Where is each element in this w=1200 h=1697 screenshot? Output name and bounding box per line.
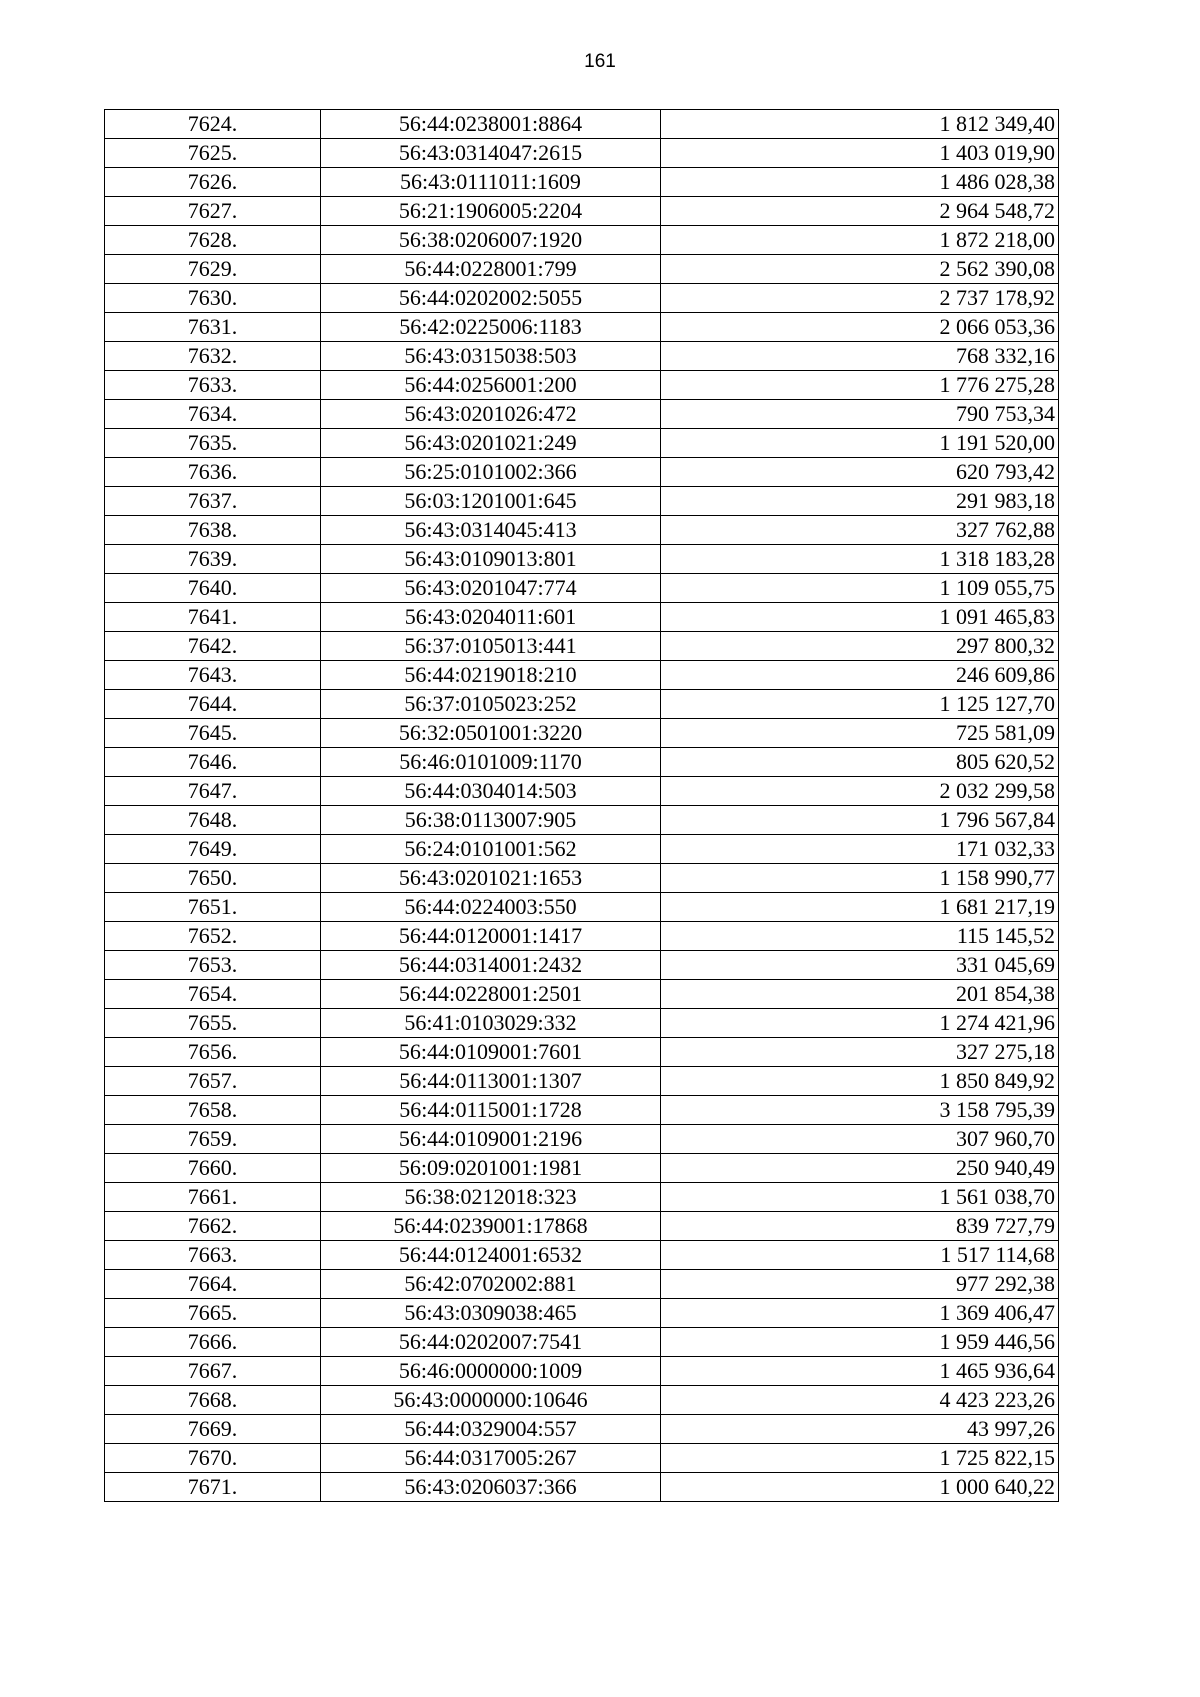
page-number: 161 bbox=[584, 51, 616, 72]
cadastral-number-cell: 56:25:0101002:366 bbox=[321, 458, 661, 487]
cadastral-number-cell: 56:46:0000000:1009 bbox=[321, 1357, 661, 1386]
table-row bbox=[105, 284, 1059, 313]
value-cell: 327 275,18 bbox=[661, 1038, 1059, 1067]
row-number-cell: 7638. bbox=[105, 516, 321, 545]
table-row bbox=[105, 139, 1059, 168]
row-number-cell: 7654. bbox=[105, 980, 321, 1009]
value-cell: 805 620,52 bbox=[661, 748, 1059, 777]
table-row bbox=[105, 371, 1059, 400]
row-number-cell: 7636. bbox=[105, 458, 321, 487]
row-number-cell: 7625. bbox=[105, 139, 321, 168]
table-row bbox=[105, 429, 1059, 458]
cadastral-number-cell: 56:43:0314045:413 bbox=[321, 516, 661, 545]
cadastral-number-cell: 56:38:0212018:323 bbox=[321, 1183, 661, 1212]
table-row bbox=[105, 806, 1059, 835]
table-row bbox=[105, 748, 1059, 777]
cadastral-number-cell: 56:43:0109013:801 bbox=[321, 545, 661, 574]
table-row bbox=[105, 1125, 1059, 1154]
table-row bbox=[105, 574, 1059, 603]
row-number-cell: 7633. bbox=[105, 371, 321, 400]
value-cell: 1 776 275,28 bbox=[661, 371, 1059, 400]
row-number-cell: 7646. bbox=[105, 748, 321, 777]
row-number-cell: 7649. bbox=[105, 835, 321, 864]
value-cell: 171 032,33 bbox=[661, 835, 1059, 864]
table-row bbox=[105, 226, 1059, 255]
row-number-cell: 7661. bbox=[105, 1183, 321, 1212]
cadastral-number-cell: 56:43:0315038:503 bbox=[321, 342, 661, 371]
value-cell: 1 465 936,64 bbox=[661, 1357, 1059, 1386]
table-row bbox=[105, 1009, 1059, 1038]
value-cell: 1 000 640,22 bbox=[661, 1473, 1059, 1502]
value-cell: 1 274 421,96 bbox=[661, 1009, 1059, 1038]
value-cell: 1 191 520,00 bbox=[661, 429, 1059, 458]
row-number-cell: 7634. bbox=[105, 400, 321, 429]
row-number-cell: 7670. bbox=[105, 1444, 321, 1473]
row-number-cell: 7660. bbox=[105, 1154, 321, 1183]
value-cell: 1 369 406,47 bbox=[661, 1299, 1059, 1328]
table-body bbox=[105, 110, 1059, 1502]
cadastral-number-cell: 56:42:0702002:881 bbox=[321, 1270, 661, 1299]
row-number-cell: 7657. bbox=[105, 1067, 321, 1096]
cadastral-number-cell: 56:37:0105023:252 bbox=[321, 690, 661, 719]
table-row bbox=[105, 545, 1059, 574]
table-row bbox=[105, 1328, 1059, 1357]
table-row bbox=[105, 661, 1059, 690]
row-number-cell: 7653. bbox=[105, 951, 321, 980]
row-number-cell: 7643. bbox=[105, 661, 321, 690]
row-number-cell: 7666. bbox=[105, 1328, 321, 1357]
value-cell: 4 423 223,26 bbox=[661, 1386, 1059, 1415]
table-row bbox=[105, 1386, 1059, 1415]
table-row bbox=[105, 400, 1059, 429]
row-number-cell: 7655. bbox=[105, 1009, 321, 1038]
cadastral-number-cell: 56:44:0228001:2501 bbox=[321, 980, 661, 1009]
row-number-cell: 7656. bbox=[105, 1038, 321, 1067]
cadastral-number-cell: 56:42:0225006:1183 bbox=[321, 313, 661, 342]
cadastral-number-cell: 56:44:0109001:2196 bbox=[321, 1125, 661, 1154]
value-cell: 1 486 028,38 bbox=[661, 168, 1059, 197]
cadastral-number-cell: 56:24:0101001:562 bbox=[321, 835, 661, 864]
cadastral-number-cell: 56:09:0201001:1981 bbox=[321, 1154, 661, 1183]
value-cell: 2 562 390,08 bbox=[661, 255, 1059, 284]
cadastral-number-cell: 56:32:0501001:3220 bbox=[321, 719, 661, 748]
row-number-cell: 7644. bbox=[105, 690, 321, 719]
row-number-cell: 7659. bbox=[105, 1125, 321, 1154]
value-cell: 790 753,34 bbox=[661, 400, 1059, 429]
value-cell: 43 997,26 bbox=[661, 1415, 1059, 1444]
table-row bbox=[105, 632, 1059, 661]
value-cell: 3 158 795,39 bbox=[661, 1096, 1059, 1125]
cadastral-number-cell: 56:43:0000000:10646 bbox=[321, 1386, 661, 1415]
row-number-cell: 7645. bbox=[105, 719, 321, 748]
cadastral-number-cell: 56:43:0204011:601 bbox=[321, 603, 661, 632]
cadastral-number-cell: 56:44:0256001:200 bbox=[321, 371, 661, 400]
cadastral-number-cell: 56:44:0202002:5055 bbox=[321, 284, 661, 313]
cadastral-number-cell: 56:37:0105013:441 bbox=[321, 632, 661, 661]
row-number-cell: 7651. bbox=[105, 893, 321, 922]
value-cell: 115 145,52 bbox=[661, 922, 1059, 951]
cadastral-number-cell: 56:38:0113007:905 bbox=[321, 806, 661, 835]
cadastral-number-cell: 56:43:0201047:774 bbox=[321, 574, 661, 603]
row-number-cell: 7630. bbox=[105, 284, 321, 313]
value-cell: 250 940,49 bbox=[661, 1154, 1059, 1183]
value-cell: 2 964 548,72 bbox=[661, 197, 1059, 226]
cadastral-number-cell: 56:44:0113001:1307 bbox=[321, 1067, 661, 1096]
row-number-cell: 7640. bbox=[105, 574, 321, 603]
value-cell: 725 581,09 bbox=[661, 719, 1059, 748]
cadastral-number-cell: 56:44:0314001:2432 bbox=[321, 951, 661, 980]
cadastral-number-cell: 56:44:0239001:17868 bbox=[321, 1212, 661, 1241]
cadastral-number-cell: 56:43:0201021:249 bbox=[321, 429, 661, 458]
cadastral-number-cell: 56:38:0206007:1920 bbox=[321, 226, 661, 255]
value-cell: 291 983,18 bbox=[661, 487, 1059, 516]
value-cell: 1 681 217,19 bbox=[661, 893, 1059, 922]
value-cell: 1 109 055,75 bbox=[661, 574, 1059, 603]
value-cell: 307 960,70 bbox=[661, 1125, 1059, 1154]
cadastral-number-cell: 56:43:0111011:1609 bbox=[321, 168, 661, 197]
value-cell: 977 292,38 bbox=[661, 1270, 1059, 1299]
value-cell: 2 066 053,36 bbox=[661, 313, 1059, 342]
row-number-cell: 7631. bbox=[105, 313, 321, 342]
row-number-cell: 7639. bbox=[105, 545, 321, 574]
cadastral-number-cell: 56:44:0124001:6532 bbox=[321, 1241, 661, 1270]
row-number-cell: 7667. bbox=[105, 1357, 321, 1386]
cadastral-number-cell: 56:44:0238001:8864 bbox=[321, 110, 661, 139]
table-row bbox=[105, 1473, 1059, 1502]
table-row bbox=[105, 1096, 1059, 1125]
row-number-cell: 7665. bbox=[105, 1299, 321, 1328]
cadastral-number-cell: 56:44:0202007:7541 bbox=[321, 1328, 661, 1357]
value-cell: 1 561 038,70 bbox=[661, 1183, 1059, 1212]
value-cell: 201 854,38 bbox=[661, 980, 1059, 1009]
row-number-cell: 7650. bbox=[105, 864, 321, 893]
cadastral-number-cell: 56:43:0201021:1653 bbox=[321, 864, 661, 893]
cadastral-value-table bbox=[104, 109, 1059, 1502]
value-cell: 839 727,79 bbox=[661, 1212, 1059, 1241]
value-cell: 1 796 567,84 bbox=[661, 806, 1059, 835]
value-cell: 1 091 465,83 bbox=[661, 603, 1059, 632]
row-number-cell: 7624. bbox=[105, 110, 321, 139]
cadastral-number-cell: 56:21:1906005:2204 bbox=[321, 197, 661, 226]
table-row bbox=[105, 835, 1059, 864]
cadastral-number-cell: 56:03:1201001:645 bbox=[321, 487, 661, 516]
value-cell: 1 125 127,70 bbox=[661, 690, 1059, 719]
table-row bbox=[105, 313, 1059, 342]
table-row bbox=[105, 1183, 1059, 1212]
row-number-cell: 7642. bbox=[105, 632, 321, 661]
table-row bbox=[105, 1067, 1059, 1096]
table-row bbox=[105, 1415, 1059, 1444]
table-row bbox=[105, 893, 1059, 922]
row-number-cell: 7663. bbox=[105, 1241, 321, 1270]
cadastral-number-cell: 56:44:0317005:267 bbox=[321, 1444, 661, 1473]
value-cell: 1 812 349,40 bbox=[661, 110, 1059, 139]
row-number-cell: 7671. bbox=[105, 1473, 321, 1502]
row-number-cell: 7658. bbox=[105, 1096, 321, 1125]
row-number-cell: 7627. bbox=[105, 197, 321, 226]
row-number-cell: 7637. bbox=[105, 487, 321, 516]
table-row bbox=[105, 980, 1059, 1009]
cadastral-number-cell: 56:43:0309038:465 bbox=[321, 1299, 661, 1328]
value-cell: 2 032 299,58 bbox=[661, 777, 1059, 806]
value-cell: 1 872 218,00 bbox=[661, 226, 1059, 255]
table-row bbox=[105, 1357, 1059, 1386]
cadastral-number-cell: 56:43:0314047:2615 bbox=[321, 139, 661, 168]
row-number-cell: 7635. bbox=[105, 429, 321, 458]
table-row bbox=[105, 922, 1059, 951]
table-row bbox=[105, 951, 1059, 980]
table-row bbox=[105, 719, 1059, 748]
cadastral-number-cell: 56:44:0219018:210 bbox=[321, 661, 661, 690]
row-number-cell: 7652. bbox=[105, 922, 321, 951]
table-row bbox=[105, 255, 1059, 284]
row-number-cell: 7632. bbox=[105, 342, 321, 371]
cadastral-number-cell: 56:46:0101009:1170 bbox=[321, 748, 661, 777]
cadastral-number-cell: 56:44:0304014:503 bbox=[321, 777, 661, 806]
row-number-cell: 7664. bbox=[105, 1270, 321, 1299]
row-number-cell: 7668. bbox=[105, 1386, 321, 1415]
value-cell: 1 158 990,77 bbox=[661, 864, 1059, 893]
table-row bbox=[105, 197, 1059, 226]
table-row bbox=[105, 458, 1059, 487]
table-row bbox=[105, 1212, 1059, 1241]
table-row bbox=[105, 487, 1059, 516]
value-cell: 1 318 183,28 bbox=[661, 545, 1059, 574]
cadastral-number-cell: 56:44:0228001:799 bbox=[321, 255, 661, 284]
table-row bbox=[105, 777, 1059, 806]
cadastral-number-cell: 56:41:0103029:332 bbox=[321, 1009, 661, 1038]
row-number-cell: 7628. bbox=[105, 226, 321, 255]
value-cell: 327 762,88 bbox=[661, 516, 1059, 545]
row-number-cell: 7647. bbox=[105, 777, 321, 806]
table-row bbox=[105, 690, 1059, 719]
table-row bbox=[105, 1270, 1059, 1299]
table-row bbox=[105, 864, 1059, 893]
cadastral-number-cell: 56:44:0115001:1728 bbox=[321, 1096, 661, 1125]
value-cell: 620 793,42 bbox=[661, 458, 1059, 487]
row-number-cell: 7669. bbox=[105, 1415, 321, 1444]
value-cell: 1 850 849,92 bbox=[661, 1067, 1059, 1096]
row-number-cell: 7648. bbox=[105, 806, 321, 835]
table-row bbox=[105, 516, 1059, 545]
value-cell: 297 800,32 bbox=[661, 632, 1059, 661]
row-number-cell: 7662. bbox=[105, 1212, 321, 1241]
table-row bbox=[105, 168, 1059, 197]
row-number-cell: 7641. bbox=[105, 603, 321, 632]
cadastral-number-cell: 56:44:0329004:557 bbox=[321, 1415, 661, 1444]
value-cell: 1 517 114,68 bbox=[661, 1241, 1059, 1270]
value-cell: 246 609,86 bbox=[661, 661, 1059, 690]
cadastral-number-cell: 56:43:0206037:366 bbox=[321, 1473, 661, 1502]
value-cell: 768 332,16 bbox=[661, 342, 1059, 371]
table-row bbox=[105, 1038, 1059, 1067]
value-cell: 331 045,69 bbox=[661, 951, 1059, 980]
cadastral-number-cell: 56:43:0201026:472 bbox=[321, 400, 661, 429]
table-row bbox=[105, 1154, 1059, 1183]
table-row bbox=[105, 110, 1059, 139]
row-number-cell: 7629. bbox=[105, 255, 321, 284]
table-row bbox=[105, 342, 1059, 371]
row-number-cell: 7626. bbox=[105, 168, 321, 197]
table-row bbox=[105, 1241, 1059, 1270]
value-cell: 1 725 822,15 bbox=[661, 1444, 1059, 1473]
table-row bbox=[105, 603, 1059, 632]
cadastral-number-cell: 56:44:0224003:550 bbox=[321, 893, 661, 922]
cadastral-number-cell: 56:44:0120001:1417 bbox=[321, 922, 661, 951]
value-cell: 2 737 178,92 bbox=[661, 284, 1059, 313]
table-row bbox=[105, 1299, 1059, 1328]
value-cell: 1 403 019,90 bbox=[661, 139, 1059, 168]
value-cell: 1 959 446,56 bbox=[661, 1328, 1059, 1357]
table-row bbox=[105, 1444, 1059, 1473]
cadastral-number-cell: 56:44:0109001:7601 bbox=[321, 1038, 661, 1067]
